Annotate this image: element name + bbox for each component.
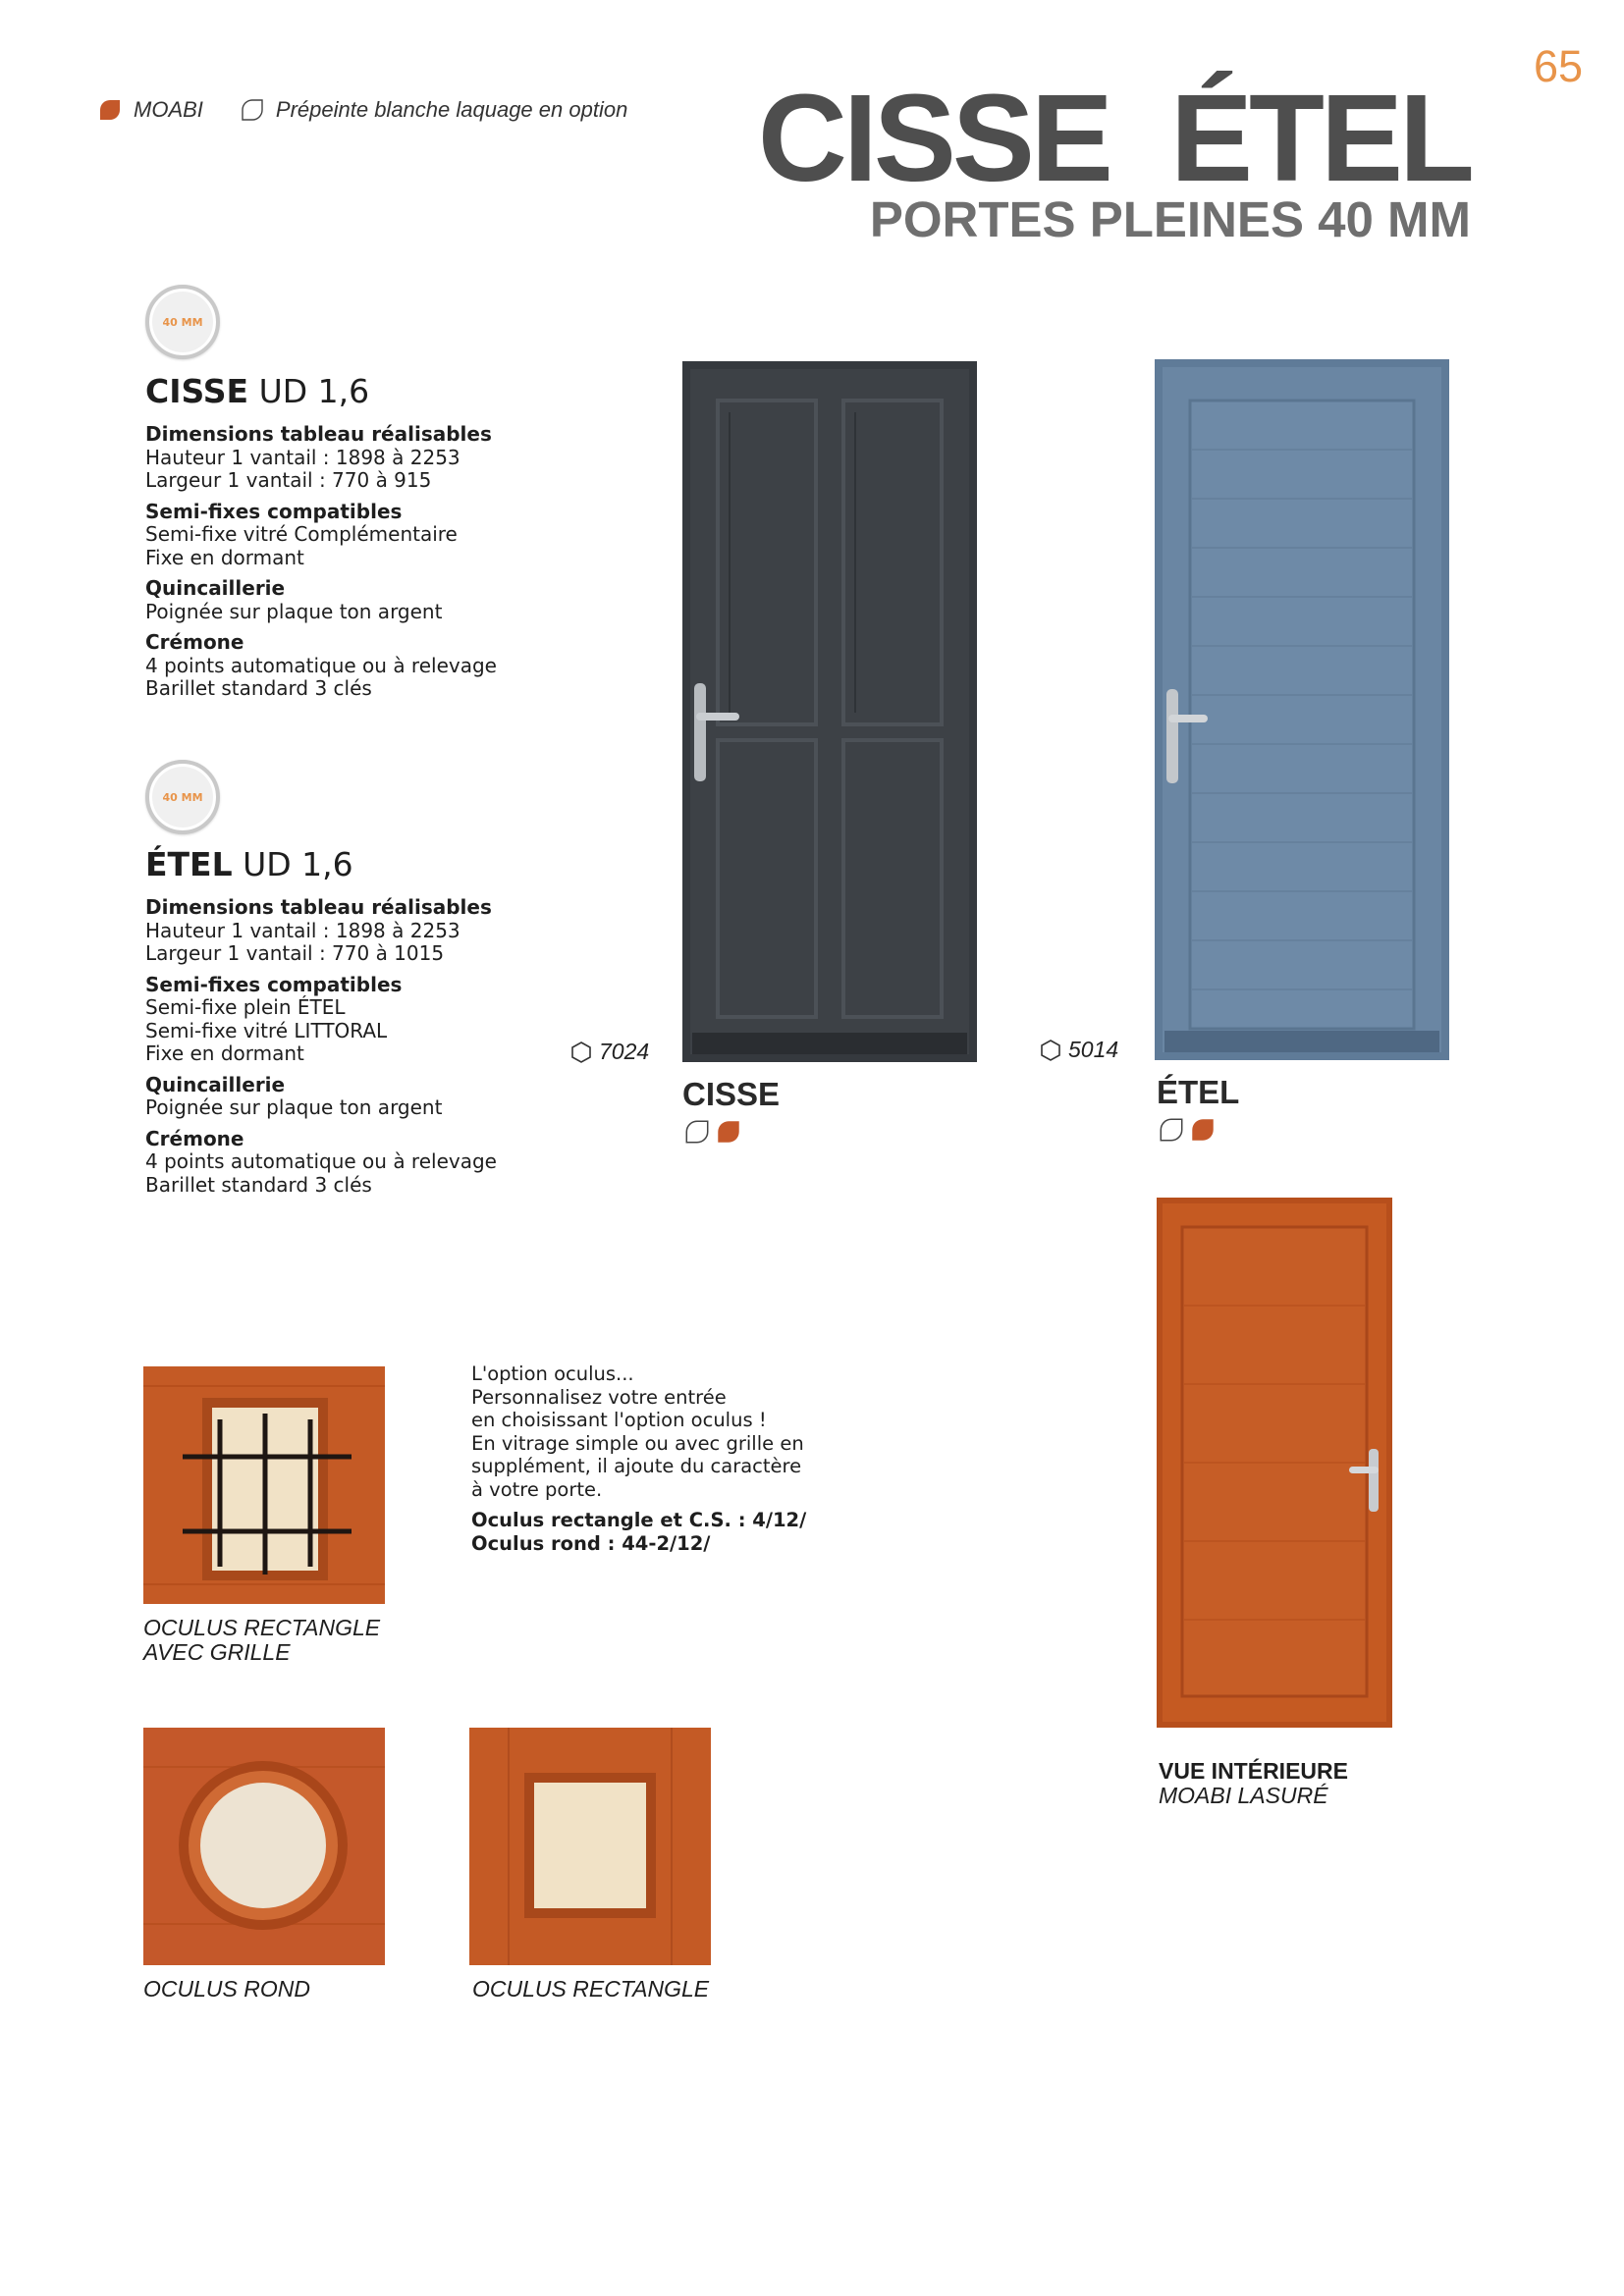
oculus-intro-line: supplément, il ajoute du caractère bbox=[471, 1455, 802, 1477]
oculus-rectangle-illustration bbox=[469, 1728, 711, 1965]
moabi-finish-icon bbox=[714, 1117, 743, 1147]
spec-block-etel bbox=[145, 845, 617, 1197]
hardware-title: Quincaillerie bbox=[145, 1072, 286, 1096]
lock-item: 4 points automatique ou à relevage bbox=[145, 653, 497, 677]
color-code-value: 7024 bbox=[599, 1039, 650, 1064]
dimensions-title: Dimensions tableau réalisables bbox=[145, 422, 492, 446]
height-range: Hauteur 1 vantail : 1898 à 2253 bbox=[145, 918, 460, 942]
semifixes-title: Semi-fixes compatibles bbox=[145, 499, 403, 523]
thickness-badge-cisse bbox=[145, 285, 220, 359]
page-subtitle: PORTES PLEINES 40 MM bbox=[869, 191, 1471, 247]
width-range: Largeur 1 vantail : 770 à 915 bbox=[145, 468, 432, 492]
caption-line: OCULUS RECTANGLE bbox=[143, 1615, 381, 1640]
caption-line: AVEC GRILLE bbox=[143, 1639, 291, 1665]
page-number: 65 bbox=[1534, 41, 1584, 91]
semifix-item: Semi-fixe vitré LITTORAL bbox=[145, 1018, 388, 1042]
lock-item: Barillet standard 3 clés bbox=[145, 676, 372, 700]
thickness-badge-etel bbox=[145, 760, 220, 834]
lock-title: Crémone bbox=[145, 1126, 244, 1150]
door-name-cisse: CISSE bbox=[682, 1076, 781, 1112]
model-name: ÉTEL bbox=[145, 845, 233, 883]
oculus-intro-line: à votre porte. bbox=[471, 1477, 603, 1501]
semifix-item: Semi-fixe plein ÉTEL bbox=[145, 995, 346, 1019]
hexagon-icon bbox=[1041, 1040, 1060, 1061]
oculus-intro-line: Personnalisez votre entrée bbox=[471, 1385, 727, 1409]
semifix-item: Fixe en dormant bbox=[145, 1041, 304, 1065]
finish-options-etel bbox=[1157, 1115, 1219, 1145]
oculus-intro-line: L'option oculus... bbox=[471, 1362, 634, 1385]
door-image-etel bbox=[1155, 359, 1449, 1064]
moabi-finish-icon bbox=[1188, 1115, 1218, 1145]
hardware-value: Poignée sur plaque ton argent bbox=[145, 1095, 443, 1119]
lock-item: Barillet standard 3 clés bbox=[145, 1172, 372, 1197]
color-code-value: 5014 bbox=[1068, 1037, 1119, 1062]
hexagon-icon bbox=[571, 1041, 591, 1063]
oculus-grille-illustration bbox=[143, 1366, 385, 1604]
door-name-etel: ÉTEL bbox=[1157, 1074, 1240, 1110]
white-finish-icon bbox=[1157, 1115, 1186, 1145]
oculus-rond-illustration bbox=[143, 1728, 385, 1965]
interior-caption bbox=[1159, 1759, 1348, 1808]
interior-title: VUE INTÉRIEURE bbox=[1159, 1758, 1348, 1784]
caption-oculus-grille bbox=[143, 1616, 380, 1665]
oculus-grille-image bbox=[143, 1366, 385, 1608]
white-finish-icon bbox=[239, 96, 266, 124]
ud-value: UD 1,6 bbox=[243, 845, 353, 883]
hardware-value: Poignée sur plaque ton argent bbox=[145, 599, 443, 623]
interior-door-image bbox=[1157, 1198, 1392, 1732]
legend-label-moabi: MOABI bbox=[134, 97, 203, 122]
oculus-rectangle-image bbox=[469, 1728, 711, 1969]
semifix-item: Fixe en dormant bbox=[145, 545, 304, 569]
finish-legend bbox=[96, 96, 663, 124]
badge-label: 40 MM bbox=[162, 790, 203, 804]
badge-label: 40 MM bbox=[162, 315, 203, 329]
interior-subtitle: MOABI LASURÉ bbox=[1159, 1783, 1328, 1808]
oculus-ref-line: Oculus rond : 44-2/12/ bbox=[471, 1531, 711, 1555]
semifix-item: Semi-fixe vitré Complémentaire bbox=[145, 522, 458, 546]
finish-options-cisse bbox=[682, 1117, 745, 1147]
lock-title: Crémone bbox=[145, 630, 244, 654]
lock-item: 4 points automatique ou à relevage bbox=[145, 1149, 497, 1173]
height-range: Hauteur 1 vantail : 1898 à 2253 bbox=[145, 445, 460, 469]
oculus-description bbox=[471, 1362, 825, 1555]
oculus-intro-line: en choisissant l'option oculus ! bbox=[471, 1409, 767, 1431]
legend-item-white bbox=[239, 96, 627, 124]
caption-oculus-rond: OCULUS ROND bbox=[143, 1976, 310, 2002]
hardware-title: Quincaillerie bbox=[145, 576, 286, 600]
width-range: Largeur 1 vantail : 770 à 1015 bbox=[145, 941, 445, 965]
white-finish-icon bbox=[682, 1117, 712, 1147]
door-etel-illustration bbox=[1155, 359, 1449, 1060]
legend-label-white: Prépeinte blanche laquage en option bbox=[275, 97, 628, 122]
color-code-cisse bbox=[571, 1039, 649, 1065]
semifixes-title: Semi-fixes compatibles bbox=[145, 972, 403, 996]
caption-oculus-rectangle: OCULUS RECTANGLE bbox=[472, 1976, 710, 2002]
oculus-rond-image bbox=[143, 1728, 385, 1969]
color-code-etel bbox=[1041, 1037, 1118, 1063]
interior-door-illustration bbox=[1157, 1198, 1392, 1728]
oculus-ref-line: Oculus rectangle et C.S. : 4/12/ bbox=[471, 1509, 807, 1531]
oculus-intro-line: En vitrage simple ou avec grille en bbox=[471, 1431, 804, 1455]
model-name: CISSE bbox=[145, 372, 249, 410]
model-title-cisse bbox=[145, 372, 617, 410]
dimensions-title: Dimensions tableau réalisables bbox=[145, 895, 492, 919]
door-image-cisse bbox=[682, 361, 977, 1066]
moabi-finish-icon bbox=[96, 96, 124, 124]
legend-item-moabi bbox=[96, 96, 203, 124]
spec-block-cisse bbox=[145, 372, 617, 701]
model-title-etel bbox=[145, 845, 617, 883]
ud-value: UD 1,6 bbox=[258, 372, 370, 410]
door-cisse-illustration bbox=[682, 361, 977, 1062]
page-title: CISSE ÉTEL bbox=[757, 69, 1471, 207]
